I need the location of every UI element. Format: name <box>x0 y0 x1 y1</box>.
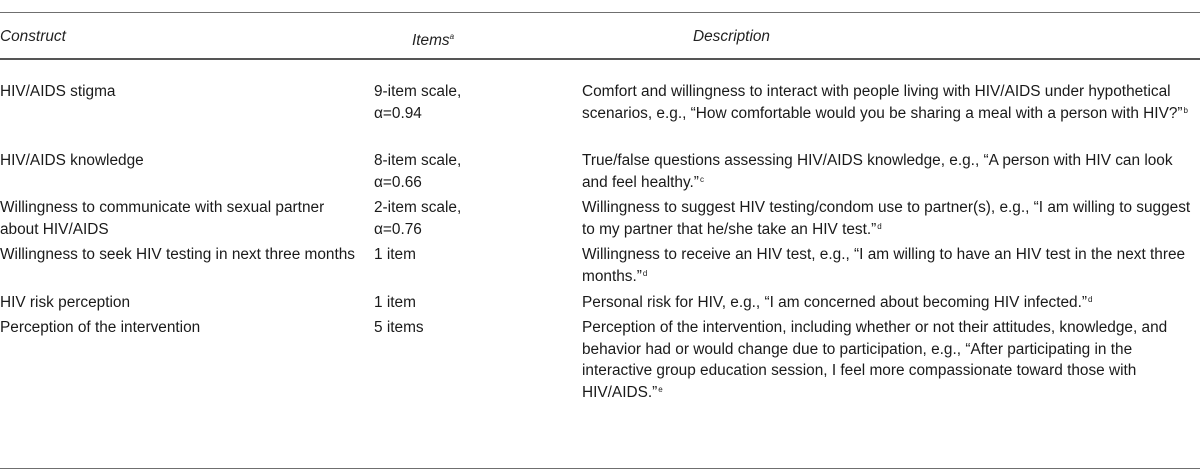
items-alpha: α=0.66 <box>374 173 422 191</box>
header-construct: Construct <box>0 28 66 45</box>
items-line: 5 items <box>374 319 424 336</box>
footnote-mark: c <box>699 174 704 184</box>
items-cell <box>374 244 524 266</box>
description-cell <box>582 244 1194 289</box>
description-text: Willingness to suggest HIV testing/condom use to partner(s), e.g., “I am willing to suggest to my partner that he/she take an HIV test.” <box>582 199 1191 238</box>
table-header-rule <box>0 58 1200 60</box>
items-line: 2-item scale, <box>374 199 462 216</box>
header-items-footnote: a <box>449 32 455 41</box>
header-items <box>412 26 454 52</box>
items-cell <box>374 292 524 314</box>
construct-cell: HIV/AIDS stigma <box>0 83 116 100</box>
description-cell <box>582 150 1194 195</box>
table-bottom-rule <box>0 468 1200 469</box>
header-description: Description <box>693 28 770 45</box>
header-items-label: Items <box>412 32 450 49</box>
construct-cell: Willingness to communicate with sexual partner about HIV/AIDS <box>0 199 325 238</box>
table-top-rule <box>0 12 1200 13</box>
construct-cell: HIV/AIDS knowledge <box>0 152 144 169</box>
description-text: Willingness to receive an HIV test, e.g., “I am willing to have an HIV test in the next three months.” <box>582 246 1186 285</box>
footnote-mark: d <box>1088 295 1093 304</box>
construct-cell: HIV risk perception <box>0 294 131 311</box>
description-cell <box>582 81 1194 126</box>
footnote-mark: d <box>642 268 648 278</box>
items-alpha: α=0.94 <box>374 104 422 122</box>
description-text: Comfort and willingness to interact with people living with HIV/AIDS under hypothetical scenarios, e.g., “How comfortable would you be sharing a meal with a person with HIV?” <box>582 83 1183 122</box>
footnote-mark: d <box>877 221 882 231</box>
description-cell <box>582 292 1194 316</box>
items-cell <box>374 317 524 339</box>
items-cell <box>374 197 524 240</box>
footnote-mark: e <box>658 384 663 394</box>
items-line: 9-item scale, <box>374 83 462 100</box>
construct-cell: Willingness to seek HIV testing in next three months <box>0 246 356 263</box>
description-text: Perception of the intervention, including whether or not their attitudes, knowledge, and behavior had or would change due to participation, e.g., “After participating in the interactive group education session, I feel more compassionate toward those with HIV/AIDS.” <box>582 319 1168 401</box>
description-cell <box>582 197 1194 242</box>
construct-cell: Perception of the intervention <box>0 319 201 336</box>
items-cell <box>374 81 524 124</box>
description-text: Personal risk for HIV, e.g., “I am concerned about becoming HIV infected.” <box>582 294 1088 311</box>
items-alpha: α=0.76 <box>374 220 422 238</box>
footnote-mark: b <box>1183 105 1188 115</box>
description-text: True/false questions assessing HIV/AIDS knowledge, e.g., “A person with HIV can look and feel healthy.” <box>582 152 1173 191</box>
items-line: 8-item scale, <box>374 152 462 169</box>
items-line: 1 item <box>374 246 416 263</box>
description-cell <box>582 317 1194 405</box>
items-line: 1 item <box>374 294 416 311</box>
items-cell <box>374 150 524 193</box>
